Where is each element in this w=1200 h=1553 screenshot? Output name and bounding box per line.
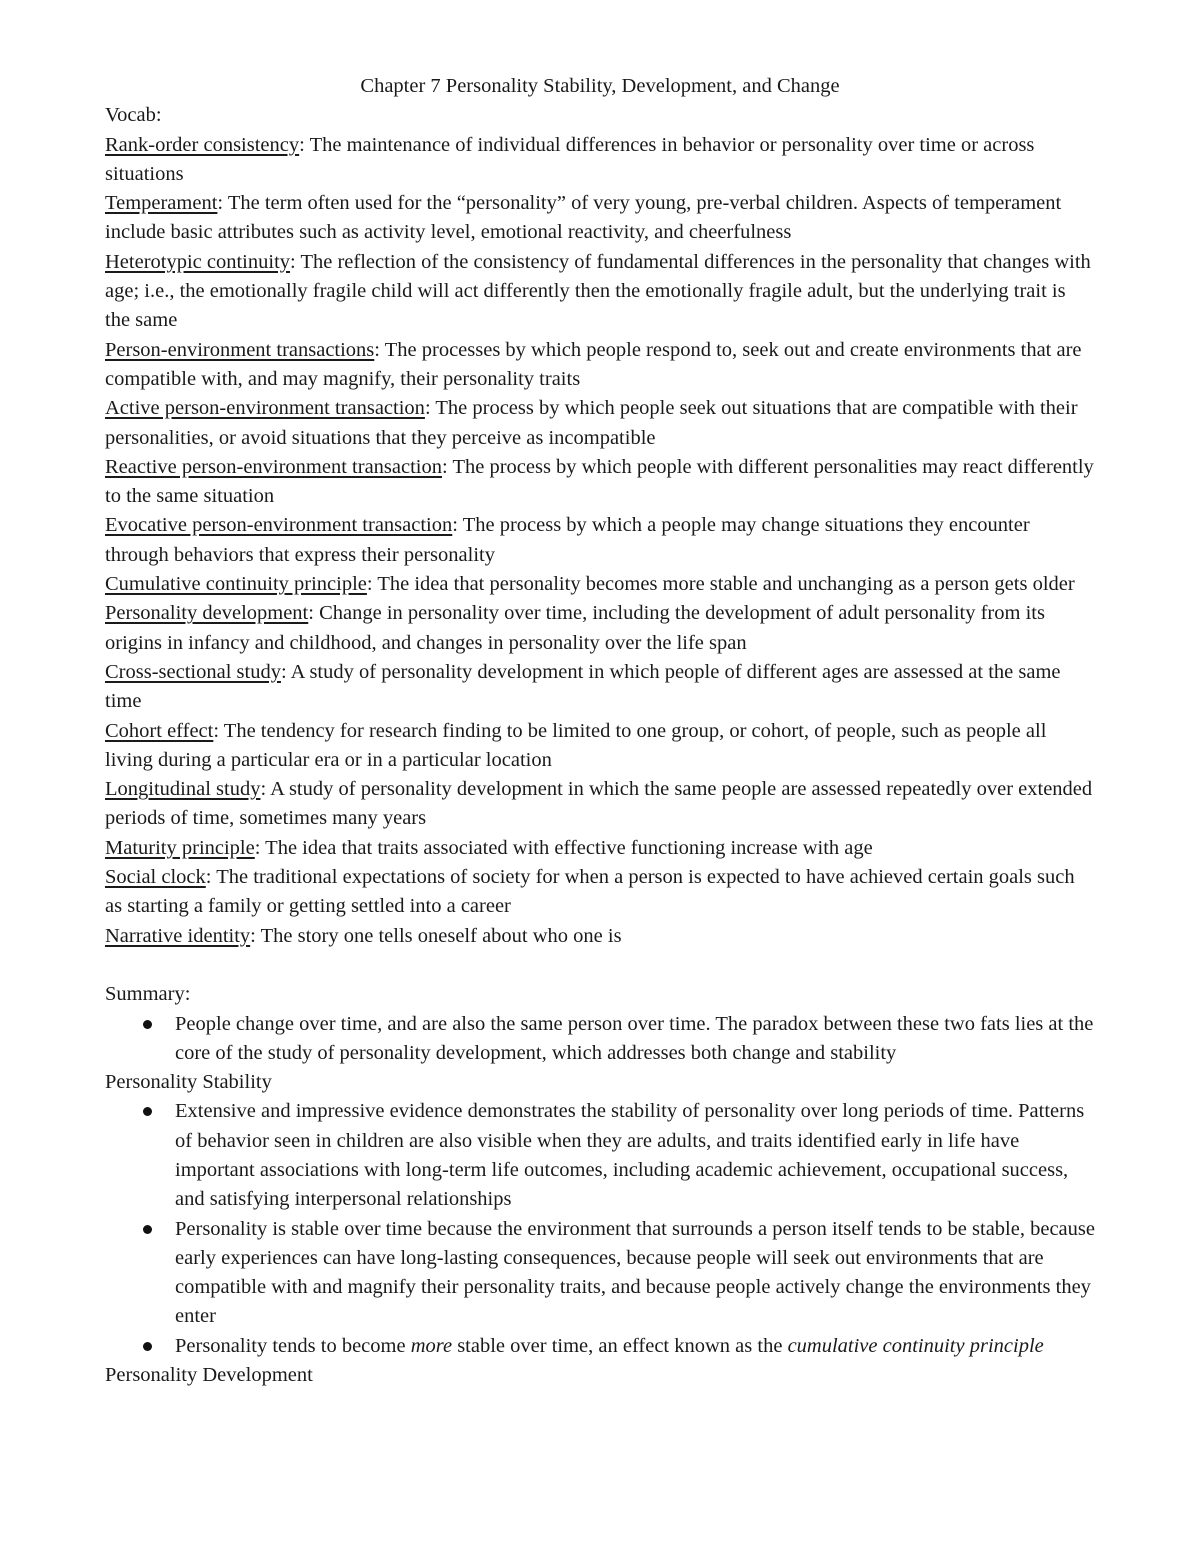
vocab-definition: : The processes by which people respond to, seek out and create environments that are compatible with, and may magnify, their personality traits [105, 338, 1082, 390]
spacer [105, 951, 1095, 980]
vocab-definition: : The term often used for the “personality” of very young, pre-verbal children. Aspects of temperament include basic attributes such as activity level, emotional reactivity, and cheerfulness [105, 192, 1062, 244]
list-item: Personality is stable over time because the environment that surrounds a person itself tends to be stable, because early experiences can have long-lasting consequences, because people will seek out environments that are compatible with and magnify their personality traits, and because people actively change the environments they enter [175, 1215, 1095, 1332]
vocab-term: Narrative identity [105, 924, 251, 947]
emphasis-text: cumulative continuity principle [787, 1334, 1044, 1357]
vocab-term: Temperament [105, 192, 218, 215]
vocab-term: Evocative person-environment transaction [105, 514, 453, 537]
vocab-term: Cumulative continuity principle [105, 573, 367, 596]
vocab-term: Maturity principle [105, 836, 255, 859]
vocab-definition: : The idea that traits associated with effective functioning increase with age [254, 836, 873, 859]
vocab-term: Cohort effect [105, 719, 214, 742]
vocab-entry [105, 922, 1095, 951]
vocab-definition: : A study of personality development in which people of different ages are assessed at the same time [105, 660, 1061, 713]
vocab-definition: : The idea that personality becomes more stable and unchanging as a person gets older [366, 573, 1075, 596]
vocab-entry [105, 131, 1095, 190]
document-content [105, 72, 1095, 1390]
summary-label: Summary: [105, 983, 191, 1006]
list-item-text: Personality tends to become [175, 1334, 411, 1357]
vocab-term: Reactive person-environment transaction [105, 455, 442, 478]
vocab-entry [105, 248, 1095, 336]
vocab-entry [105, 570, 1095, 599]
vocab-entry [105, 453, 1095, 512]
vocab-entry [105, 834, 1095, 863]
vocab-entry [105, 658, 1095, 717]
vocab-definition: : Change in personality over time, including the development of adult personality from its origins in infancy and childhood, and changes in personality over the life span [105, 602, 1045, 654]
vocab-label: Vocab: [105, 104, 162, 127]
vocab-definition: : The maintenance of individual differences in behavior or personality over time or across situations [105, 133, 1035, 185]
stability-heading: Personality Stability [105, 1071, 272, 1094]
vocab-list [105, 131, 1095, 951]
vocab-term: Heterotypic continuity [105, 250, 291, 273]
vocab-entry [105, 775, 1095, 834]
stability-list [105, 1097, 1095, 1361]
vocab-entry [105, 189, 1095, 248]
vocab-term: Active person-environment transaction [105, 397, 425, 420]
list-item: Extensive and impressive evidence demonstrates the stability of personality over long periods of time. Patterns of behavior seen in children are also visible when they are adults, and traits identified early in life have important associations with long-term life outcomes, including academic achievement, occupational success, and satisfying interpersonal relationships [175, 1097, 1095, 1214]
vocab-entry [105, 336, 1095, 395]
vocab-definition: : The process by which people with different personalities may react differently to the same situation [105, 455, 1094, 508]
vocab-definition: : The reflection of the consistency of fundamental differences in the personality that changes with age; i.e., the emotionally fragile child will act differently then the emotionally fragile adult, but the underlying trait is the same [105, 250, 1091, 332]
vocab-entry [105, 717, 1095, 776]
list-item-cumulative [175, 1332, 1095, 1361]
emphasis-text: more [410, 1334, 453, 1357]
list-item-text: stable over time, an effect known as the [452, 1334, 788, 1357]
vocab-entry [105, 511, 1095, 570]
development-heading: Personality Development [105, 1364, 313, 1387]
vocab-definition: : The traditional expectations of society for when a person is expected to have achieved certain goals such as starting a family or getting settled into a career [105, 866, 1075, 918]
vocab-entry [105, 863, 1095, 922]
vocab-entry [105, 394, 1095, 453]
summary-list [105, 1010, 1095, 1069]
vocab-definition: : The process by which a people may change situations they encounter through behaviors that express their personality [105, 514, 1030, 566]
vocab-definition: : The story one tells oneself about who one is [250, 924, 622, 947]
page-title: Chapter 7 Personality Stability, Development, and Change [360, 75, 840, 97]
vocab-term: Rank-order consistency [105, 133, 300, 156]
vocab-definition: : The process by which people seek out situations that are compatible with their personalities, or avoid situations that they perceive as incompatible [105, 397, 1078, 449]
vocab-term: Social clock [105, 866, 206, 889]
list-item: People change over time, and are also the same person over time. The paradox between these two fats lies at the core of the study of personality development, which addresses both change and stability [175, 1010, 1095, 1069]
vocab-term: Personality development [105, 602, 309, 625]
vocab-term: Longitudinal study [105, 778, 261, 801]
vocab-term: Cross-sectional study [105, 660, 281, 683]
vocab-entry [105, 599, 1095, 658]
vocab-definition: : A study of personality development in which the same people are assessed repeatedly over extended periods of time, sometimes many years [105, 778, 1093, 830]
vocab-term: Person-environment transactions [105, 338, 375, 361]
vocab-definition: : The tendency for research finding to be limited to one group, or cohort, of people, such as people all living during a particular era or in a particular location [105, 719, 1047, 771]
